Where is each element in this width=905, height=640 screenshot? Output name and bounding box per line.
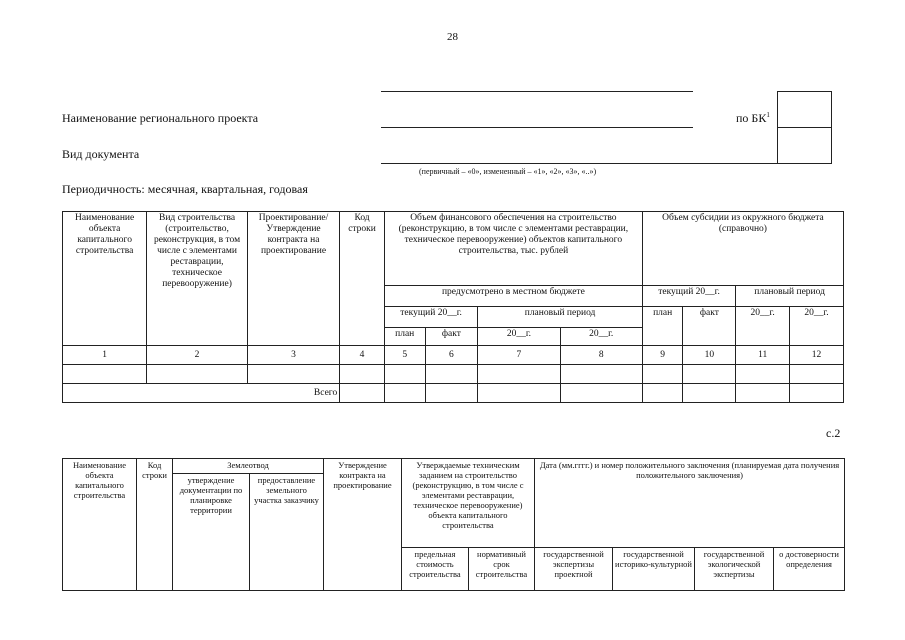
t1-col-number: 7 bbox=[478, 346, 560, 365]
doc-type-code-box[interactable] bbox=[778, 127, 831, 163]
bk-footnote-mark: 1 bbox=[766, 111, 770, 119]
page-number: 28 bbox=[447, 31, 458, 43]
table-cell[interactable] bbox=[247, 365, 339, 384]
t1-header-type: Вид строительства (строительство, реконструкция, в том числе с элементами реставрации, техническое перевооружение) bbox=[147, 212, 248, 346]
doc-type-line bbox=[381, 163, 777, 164]
table-cell[interactable] bbox=[384, 365, 425, 384]
table-cell[interactable] bbox=[560, 365, 642, 384]
t1-col-number: 10 bbox=[683, 346, 736, 365]
t1-header-subsidy-fact: факт bbox=[683, 307, 736, 346]
t1-col-number: 8 bbox=[560, 346, 642, 365]
table-cell[interactable] bbox=[425, 384, 478, 403]
project-name-label: Наименование регионального проекта bbox=[62, 111, 259, 125]
t1-header-local-plan-period: плановый период bbox=[478, 307, 643, 328]
t1-header-local-year-2: 20__г. bbox=[560, 328, 642, 346]
t1-header-design: Проектирование/ Утверждение контракта на проектирование bbox=[247, 212, 339, 346]
t2-header-land: Землеотвод bbox=[173, 459, 324, 474]
t2-header-historical-expertise: государственной историко-культурной bbox=[613, 548, 695, 591]
t1-header-local-fact: факт bbox=[425, 328, 478, 346]
table-cell[interactable] bbox=[683, 384, 736, 403]
table-cell[interactable] bbox=[340, 384, 385, 403]
t1-header-local-plan: план bbox=[384, 328, 425, 346]
t1-header-subsidy-plan: план bbox=[642, 307, 683, 346]
table-cell[interactable] bbox=[683, 365, 736, 384]
table-cell[interactable] bbox=[790, 384, 844, 403]
table-cell bbox=[147, 384, 248, 403]
t1-col-number: 1 bbox=[63, 346, 147, 365]
t1-header-code: Код строки bbox=[340, 212, 385, 346]
t1-header-local-budget: предусмотрено в местном бюджете bbox=[384, 286, 642, 307]
t1-col-number: 2 bbox=[147, 346, 248, 365]
t2-header-normative-term: нормативный срок строительства bbox=[469, 548, 535, 591]
continuation-page-label: с.2 bbox=[826, 426, 841, 440]
table-cell bbox=[63, 384, 147, 403]
t2-header-state-expertise: государственной экспертизы проектной bbox=[535, 548, 613, 591]
project-name-line bbox=[381, 127, 693, 128]
t1-col-number: 5 bbox=[384, 346, 425, 365]
periodicity-label: Периодичность: месячная, квартальная, годовая bbox=[62, 182, 308, 196]
t1-header-subsidy-year-1: 20__г. bbox=[736, 307, 790, 346]
bk-code-box[interactable] bbox=[778, 92, 831, 127]
table-row bbox=[63, 365, 844, 384]
doc-type-hint: (первичный – «0», измененный – «1», «2», «3», «..») bbox=[419, 167, 597, 176]
t1-header-subsidy-plan-period: плановый период bbox=[736, 286, 844, 307]
project-name-top-line bbox=[381, 91, 693, 92]
financing-table bbox=[62, 211, 844, 403]
bk-label bbox=[736, 111, 770, 126]
total-row bbox=[63, 384, 844, 403]
t2-header-max-cost: предельная стоимость строительства bbox=[402, 548, 469, 591]
t2-header-tech-task: Утверждаемые техническим заданием на строительство (реконструкцию, в том числе с элементами реставрации, техническое перевооружение) объекта капитального строительства bbox=[402, 459, 535, 548]
code-boxes bbox=[777, 91, 832, 164]
t1-header-name: Наименование объекта капитального строительства bbox=[63, 212, 147, 346]
t1-col-number: 9 bbox=[642, 346, 683, 365]
t2-header-land-planning: утверждение документации по планировке территории bbox=[173, 474, 250, 591]
t2-header-land-plot: предоставление земельного участка заказчику bbox=[250, 474, 324, 591]
approvals-table bbox=[62, 458, 845, 591]
table-cell[interactable] bbox=[736, 365, 790, 384]
table-cell[interactable] bbox=[642, 384, 683, 403]
t1-col-number: 4 bbox=[340, 346, 385, 365]
t1-header-subsidy: Объем субсидии из окружного бюджета (справочно) bbox=[642, 212, 843, 286]
t1-header-finance: Объем финансового обеспечения на строительство (реконструкцию, в том числе с элементами реставрации, техническое перевооружение) объектов капитального строительства, тыс. рублей bbox=[384, 212, 642, 286]
table-cell[interactable] bbox=[425, 365, 478, 384]
t2-header-date: Дата (мм.гггг.) и номер положительного заключения (планируемая дата получения положительного заключения) bbox=[535, 459, 845, 548]
t1-header-subsidy-year-2: 20__г. bbox=[790, 307, 844, 346]
table-cell[interactable] bbox=[340, 365, 385, 384]
t2-header-ecological-expertise: государственной экологической экспертизы bbox=[695, 548, 774, 591]
table-cell[interactable] bbox=[560, 384, 642, 403]
total-label: Всего bbox=[247, 384, 339, 403]
bk-label-text: по БК bbox=[736, 111, 767, 125]
table-cell[interactable] bbox=[63, 365, 147, 384]
table-cell[interactable] bbox=[478, 384, 560, 403]
t2-header-name: Наименование объекта капитального строительства bbox=[63, 459, 137, 591]
t2-header-code: Код строки bbox=[137, 459, 173, 591]
doc-type-label: Вид документа bbox=[62, 147, 140, 161]
t1-header-local-current: текущий 20__г. bbox=[384, 307, 477, 328]
t2-header-contract: Утверждение контракта на проектирование bbox=[324, 459, 402, 591]
table-cell[interactable] bbox=[736, 384, 790, 403]
table-cell[interactable] bbox=[642, 365, 683, 384]
table-cell[interactable] bbox=[384, 384, 425, 403]
table-cell[interactable] bbox=[478, 365, 560, 384]
t2-header-reliability: о достоверности определения bbox=[774, 548, 845, 591]
t1-col-number: 11 bbox=[736, 346, 790, 365]
t1-col-number: 12 bbox=[790, 346, 844, 365]
table-cell[interactable] bbox=[790, 365, 844, 384]
t1-header-subsidy-current: текущий 20__г. bbox=[642, 286, 735, 307]
t1-col-number: 3 bbox=[247, 346, 339, 365]
t1-header-local-year-1: 20__г. bbox=[478, 328, 560, 346]
table-cell[interactable] bbox=[147, 365, 248, 384]
t1-col-number: 6 bbox=[425, 346, 478, 365]
